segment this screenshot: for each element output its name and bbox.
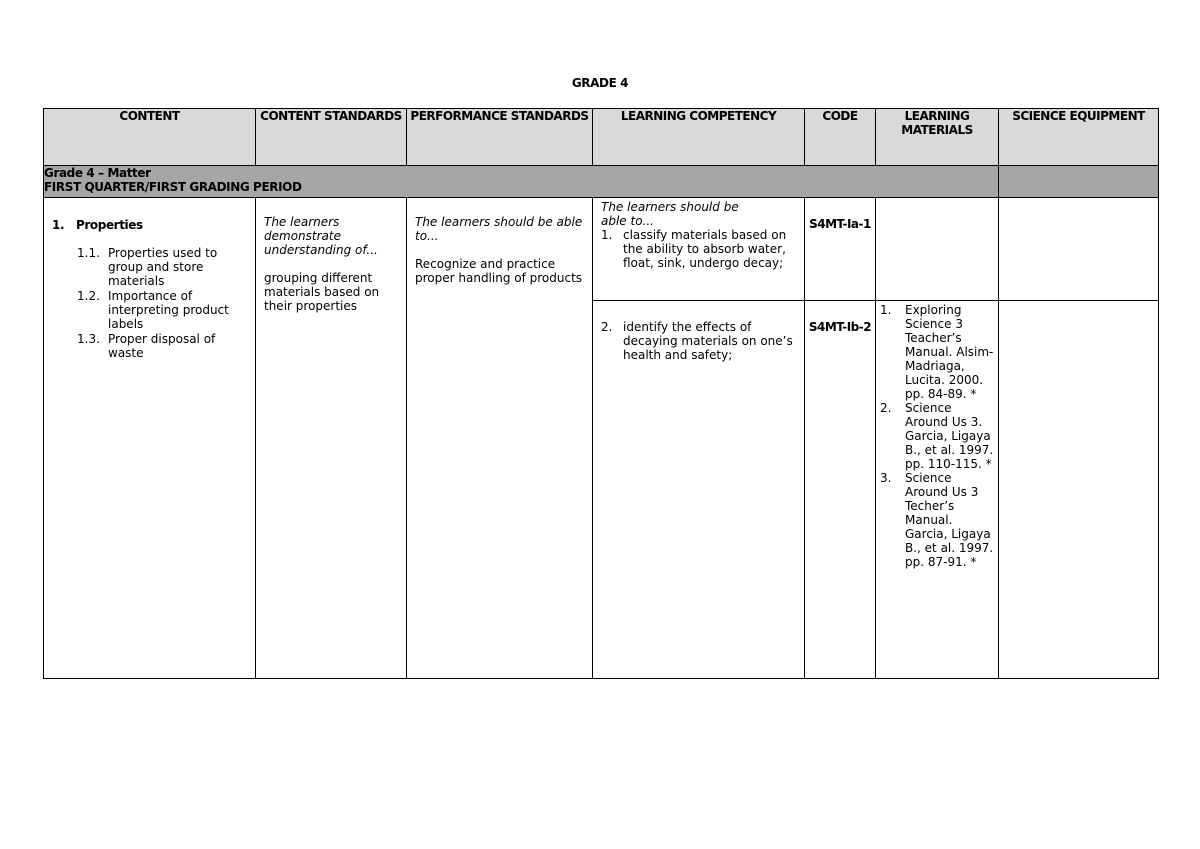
competency-item: 1. classify materials based on the ability to absorb water, float, sink, undergo decay; [601, 228, 787, 270]
content-standards-text: grouping different materials based on their properties [264, 271, 380, 313]
header-learning-materials: LEARNING MATERIALS [876, 109, 999, 166]
materials-cell-1 [876, 198, 999, 301]
header-content-standards: CONTENT STANDARDS [256, 109, 407, 166]
performance-standards-cell [407, 198, 593, 679]
competency-intro: The learners should be able to... [601, 200, 739, 228]
material-item: 2. Science Around Us 3. Garcia, Ligaya B., et al. 1997. pp. 110-115. * [880, 401, 994, 471]
section-band-equipment [999, 166, 1159, 198]
header-code: CODE [805, 109, 876, 166]
performance-standards-intro: The learners should be able to... [415, 215, 583, 243]
header-science-equipment: SCIENCE EQUIPMENT [999, 109, 1159, 166]
competency-row-1 [44, 198, 1159, 301]
competency-cell-2 [593, 301, 805, 679]
header-performance-standards: PERFORMANCE STANDARDS [407, 109, 593, 166]
header-learning-competency: LEARNING COMPETENCY [593, 109, 805, 166]
competency-cell-1 [593, 198, 805, 301]
topic-heading: 1. Properties [52, 218, 143, 232]
material-item: 1. Exploring Science 3 Teacher’s Manual. Alsim-Madriaga, Lucita. 2000. pp. 84-89. * [880, 303, 994, 401]
code-cell-1: S4MT-Ia-1 [805, 198, 876, 301]
subtopic-item: 1.3. Proper disposal of waste [77, 332, 216, 360]
section-quarter: FIRST QUARTER/FIRST GRADING PERIOD [44, 180, 302, 194]
header-content: CONTENT [44, 109, 256, 166]
section-row [44, 166, 1159, 198]
code-cell-2: S4MT-Ib-2 [805, 301, 876, 679]
competency-item: 2. identify the effects of decaying materials on one’s health and safety; [601, 320, 793, 362]
materials-cell-2 [876, 301, 999, 679]
curriculum-table [43, 108, 1159, 679]
equipment-cell-1 [999, 198, 1159, 301]
content-standards-cell [256, 198, 407, 679]
section-title: Grade 4 – Matter [44, 166, 151, 180]
equipment-cell-2 [999, 301, 1159, 679]
subtopic-item: 1.1. Properties used to group and store materials [77, 246, 218, 288]
content-cell [44, 198, 256, 679]
performance-standards-text: Recognize and practice proper handling of products [415, 257, 583, 285]
content-standards-intro: The learners demonstrate understanding of... [264, 215, 378, 257]
page-title: GRADE 4 [571, 76, 629, 90]
header-row [44, 109, 1159, 166]
subtopic-item: 1.2. Importance of interpreting product labels [77, 289, 229, 331]
material-item: 3. Science Around Us 3 Techer’s Manual. Garcia, Ligaya B., et al. 1997. pp. 87-91. * [880, 471, 994, 569]
grade-section-band [44, 166, 999, 198]
